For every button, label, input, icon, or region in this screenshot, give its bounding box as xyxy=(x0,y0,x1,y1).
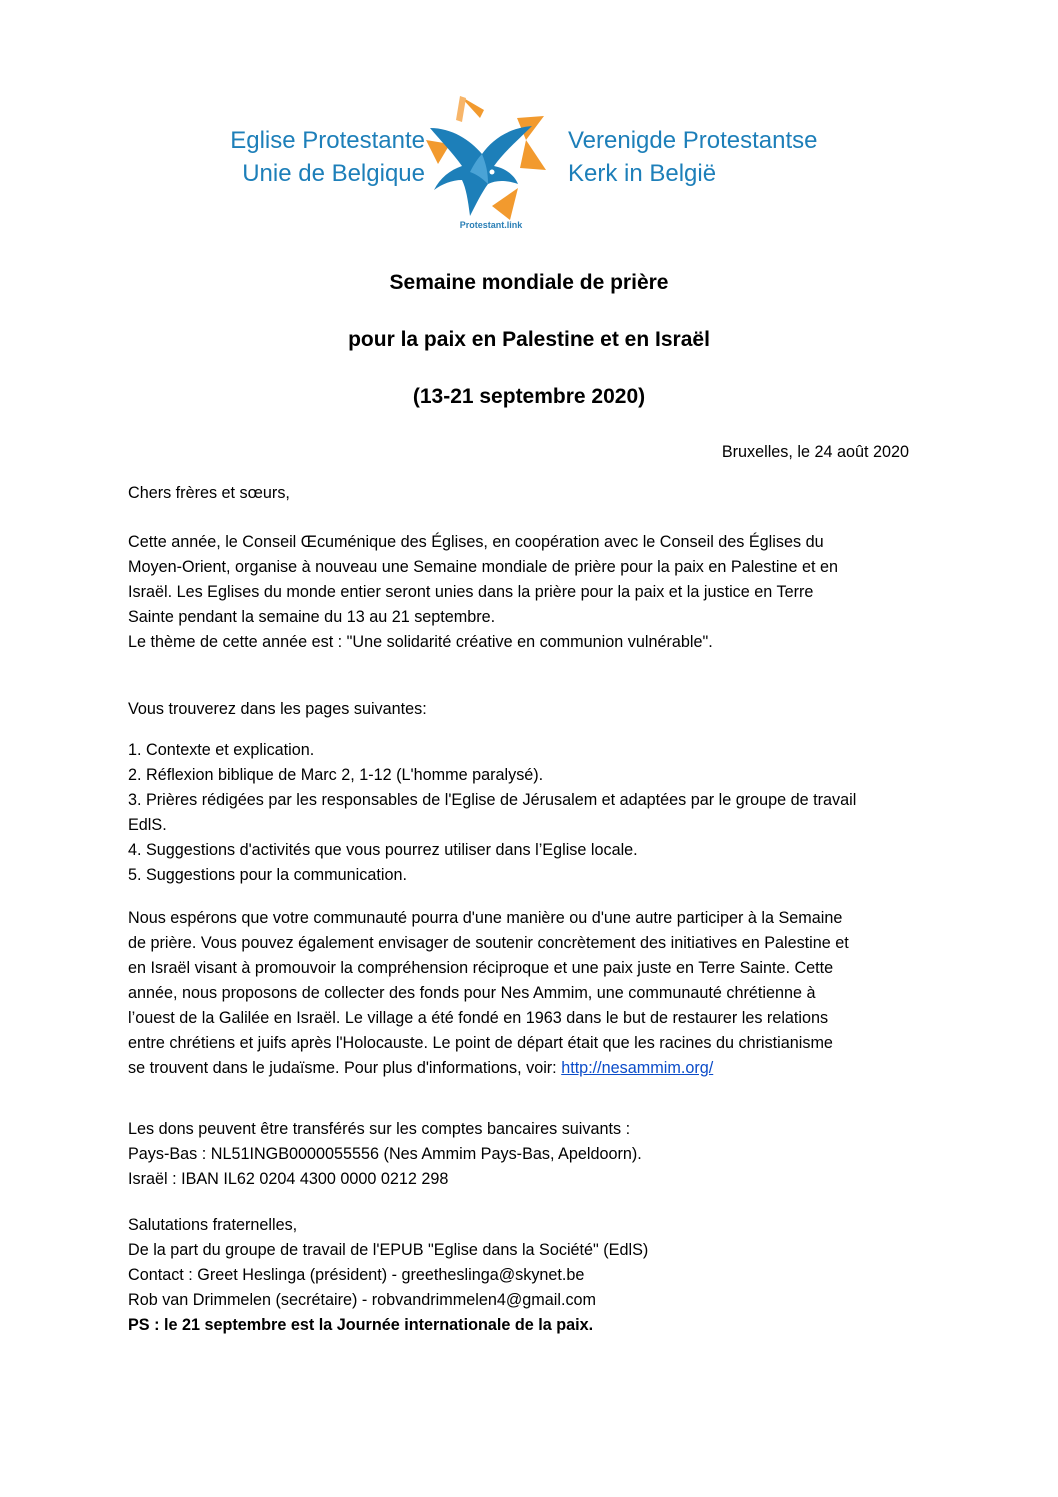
title-line-3: (13-21 septembre 2020) xyxy=(412,385,646,408)
body-line: se trouvent dans le judaïsme. Pour plus d'informations, voir: xyxy=(128,1059,562,1077)
list-item: EdlS. xyxy=(128,816,167,834)
donations-line: Israël : IBAN IL62 0204 4300 0000 0212 298 xyxy=(128,1170,449,1188)
org-name-french xyxy=(205,124,425,190)
body-paragraph xyxy=(128,906,928,1081)
org-name-dutch-line2: Kerk in België xyxy=(568,160,717,187)
greeting xyxy=(128,481,928,506)
closing-paragraph xyxy=(128,1213,928,1338)
letter-date: Bruxelles, le 24 août 2020 xyxy=(721,443,909,461)
intro-line: Moyen-Orient, organise à nouveau une Semaine mondiale de prière pour la paix en Palestine et en xyxy=(128,558,838,576)
org-name-french-line2: Unie de Belgique xyxy=(242,160,425,187)
intro-line: Sainte pendant la semaine du 13 au 21 septembre. xyxy=(128,608,496,626)
donations-line: Les dons peuvent être transférés sur les comptes bancaires suivants : xyxy=(128,1120,631,1138)
intro-line: Israël. Les Eglises du monde entier seront unies dans la prière pour la paix et la justice en Terre xyxy=(128,583,814,601)
dove-star-logo-icon xyxy=(422,88,554,238)
intro-line: Cette année, le Conseil Œcuménique des Églises, en coopération avec le Conseil des Églises du xyxy=(128,533,824,551)
greeting-text: Chers frères et sœurs, xyxy=(128,484,290,502)
donations-line: Pays-Bas : NL51INGB0000055556 (Nes Ammim Pays-Bas, Apeldoorn). xyxy=(128,1145,642,1163)
intro-paragraph xyxy=(128,530,928,655)
list-item: 1. Contexte et explication. xyxy=(128,741,315,759)
title-line-2: pour la paix en Palestine et en Israël xyxy=(348,328,710,351)
closing-line: Salutations fraternelles, xyxy=(128,1216,298,1234)
donations-paragraph xyxy=(128,1117,928,1192)
body-line: l’ouest de la Galilée en Israël. Le village a été fondé en 1963 dans le but de restaurer les relations xyxy=(128,1009,829,1027)
intro-line: Le thème de cette année est : "Une solidarité créative en communion vulnérable". xyxy=(128,633,713,651)
body-line: Nous espérons que votre communauté pourra d'une manière ou d'une autre participer à la Semaine xyxy=(128,909,843,927)
body-line: entre chrétiens et juifs après l'Holocauste. Le point de départ était que les racines du christianisme xyxy=(128,1034,833,1052)
logo-caption: Protestant.link xyxy=(459,220,523,230)
closing-line: De la part du groupe de travail de l'EPUB "Eglise dans la Société" (EdlS) xyxy=(128,1241,649,1259)
title-line-1: Semaine mondiale de prière xyxy=(389,271,669,294)
body-line: année, nous proposons de collecter des fonds pour Nes Ammim, une communauté chrétienne à xyxy=(128,984,816,1002)
list-item: 2. Réflexion biblique de Marc 2, 1-12 (L'homme paralysé). xyxy=(128,766,544,784)
org-name-french-line1: Eglise Protestante xyxy=(230,127,425,154)
body-line: de prière. Vous pouvez également envisager de soutenir concrètement des initiatives en Palestine et xyxy=(128,934,849,952)
list-intro-text: Vous trouverez dans les pages suivantes: xyxy=(128,700,427,718)
closing-line: Contact : Greet Heslinga (président) - greetheslinga@skynet.be xyxy=(128,1266,585,1284)
letterhead xyxy=(0,88,1058,238)
body-line-with-link xyxy=(128,1056,928,1081)
list-item: 3. Prières rédigées par les responsables de l'Eglise de Jérusalem et adaptées par le groupe de travail xyxy=(128,791,857,809)
list-item: 5. Suggestions pour la communication. xyxy=(128,866,407,884)
closing-line: Rob van Drimmelen (secrétaire) - robvandrimmelen4@gmail.com xyxy=(128,1291,597,1309)
nesammim-link[interactable]: http://nesammim.org/ xyxy=(561,1059,714,1077)
list-item: 4. Suggestions d'activités que vous pourrez utiliser dans l’Eglise locale. xyxy=(128,841,638,859)
org-name-dutch-line1: Verenigde Protestantse xyxy=(568,127,818,154)
postscript: PS : le 21 septembre est la Journée internationale de la paix. xyxy=(128,1316,594,1334)
contents-list xyxy=(128,738,928,888)
list-intro xyxy=(128,697,928,722)
body-line: en Israël visant à promouvoir la compréhension réciproque et une paix juste en Terre Sainte. Cette xyxy=(128,959,834,977)
org-name-dutch xyxy=(568,124,838,190)
